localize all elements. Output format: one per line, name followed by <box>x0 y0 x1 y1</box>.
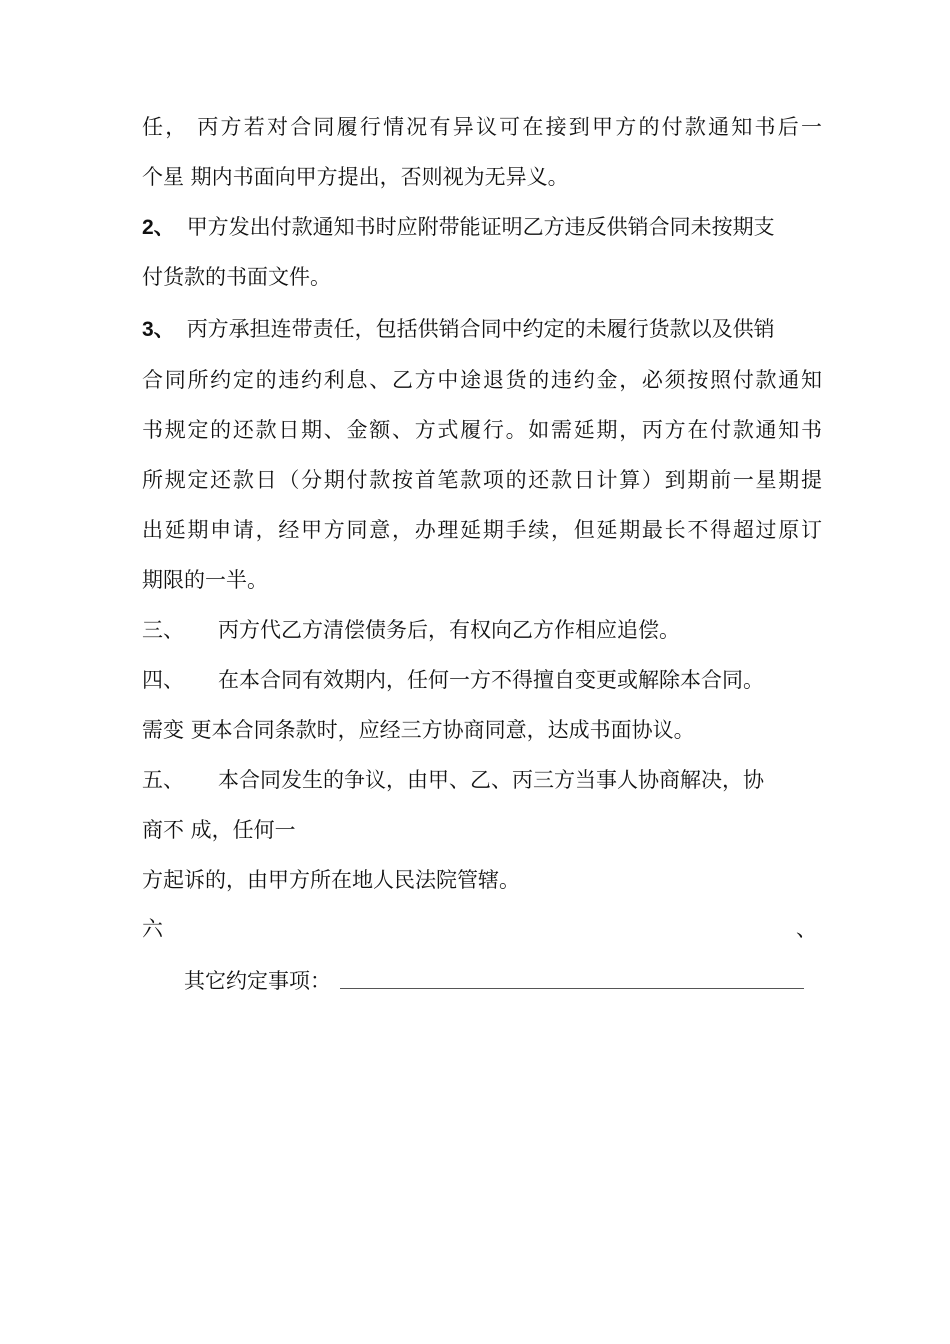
clause-text: 丙方承担连带责任，包括供销合同中约定的未履行货款以及供销 <box>186 317 775 341</box>
section-text: 丙方代乙方清偿债务后，有权向乙方作相应追偿。 <box>218 618 680 642</box>
clause-2-first-line <box>142 212 822 243</box>
other-terms-label: 其它约定事项： <box>184 969 331 993</box>
clause-3-first-line <box>142 314 822 345</box>
section-4-line <box>142 665 822 695</box>
paragraph-line: 商不 成，任何一 <box>142 818 296 842</box>
section-6-number: 六 <box>142 917 163 941</box>
paragraph-line: 期限的一半。 <box>142 568 268 592</box>
section-text: 在本合同有效期内，任何一方不得擅自变更或解除本合同。 <box>218 668 764 692</box>
clause-number: 3、 <box>142 318 175 341</box>
section-6-mark: 、 <box>796 917 817 941</box>
paragraph-line: 付货款的书面文件。 <box>142 265 331 289</box>
section-text: 本合同发生的争议，由甲、乙、丙三方当事人协商解决，协 <box>218 768 764 792</box>
paragraph-line: 书规定的还款日期、金额、方式履行。如需延期，丙方在付款通知书 <box>142 418 822 442</box>
clause-number: 2、 <box>142 216 175 239</box>
section-number: 五、 <box>142 768 184 792</box>
paragraph-line: 出延期申请，经甲方同意，办理延期手续，但延期最长不得超过原订 <box>142 518 822 542</box>
paragraph-line: 合同所约定的违约利息、乙方中途退货的违约金，必须按照付款通知 <box>142 368 822 392</box>
section-number: 三、 <box>142 618 184 642</box>
paragraph-line: 任， 丙方若对合同履行情况有异议可在接到甲方的付款通知书后一 <box>142 115 822 139</box>
clause-text: 甲方发出付款通知书时应附带能证明乙方违反供销合同未按期支 <box>186 215 775 239</box>
section-number: 四、 <box>142 668 184 692</box>
paragraph-line: 方起诉的，由甲方所在地人民法院管辖。 <box>142 868 520 892</box>
paragraph-line: 所规定还款日（分期付款按首笔款项的还款日计算）到期前一星期提 <box>142 468 822 492</box>
paragraph-line: 需变 更本合同条款时，应经三方协商同意，达成书面协议。 <box>142 718 695 742</box>
section-3-line <box>142 615 822 645</box>
section-5-line <box>142 765 822 795</box>
other-terms-blank <box>340 988 804 989</box>
paragraph-line: 个星 期内书面向甲方提出，否则视为无异义。 <box>142 165 569 189</box>
